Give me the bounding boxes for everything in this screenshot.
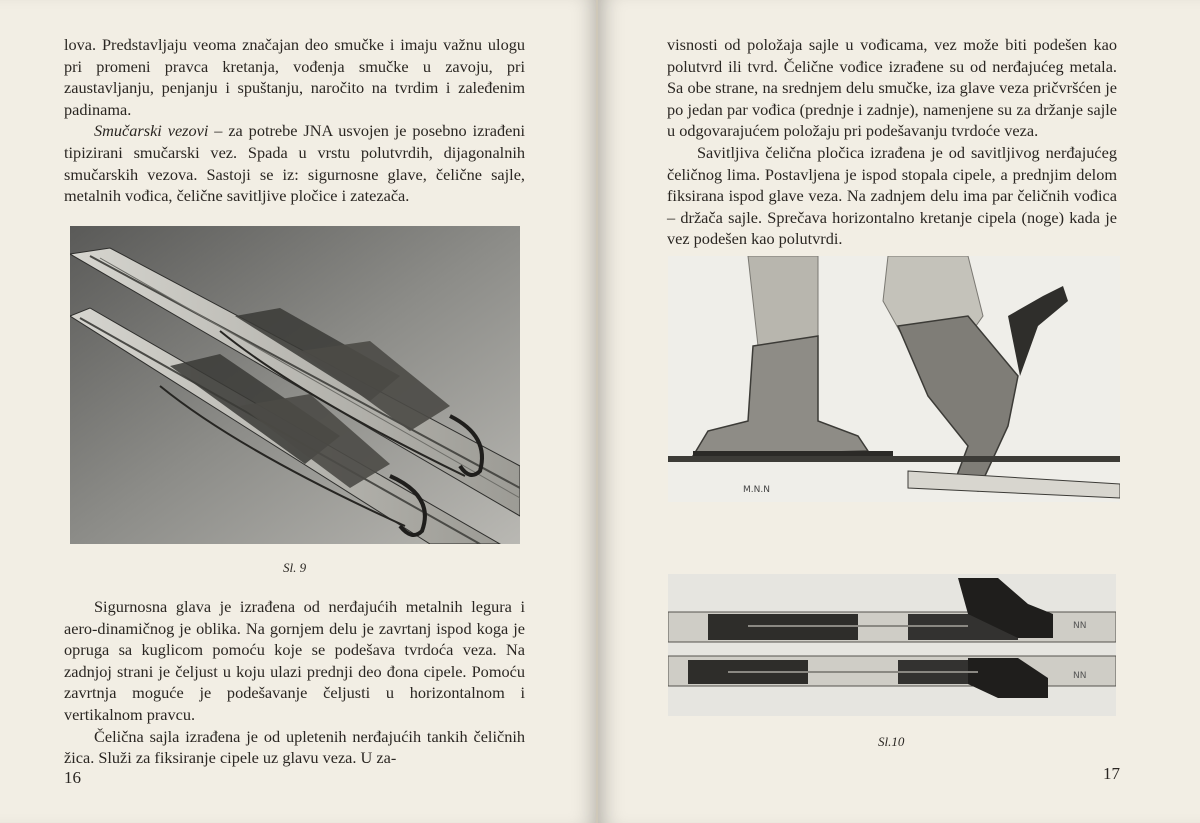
figure-10b-photo xyxy=(668,574,1116,716)
binding-term: Smučarski vezovi xyxy=(94,121,209,141)
binding-description: – za potrebe JNA usvojen je posebno izrađeni tipizirani smučarski vez. Spada u vrstu polutvrdih, dijagonalnih smučarskih vezova. Sastoji se iz: sigurnosne glave, čelične sajle, metalnih vođica, čelične savitljive pločice i zatezača. xyxy=(64,121,525,206)
left-paragraph-2 xyxy=(64,120,525,206)
right-paragraph-2: Savitljiva čelična pločica izrađena je od savitljivog nerđajućeg čeličnog lima. Postavljena je ispod stopala cipele, a prednjim delom fiksirana ispod glave veza. Na zadnjem delu ima par čeličnih vođica – držača sajle. Sprečava horizontalno kretanje cipela (noge) kada je vez podešen kao polutvrdi. xyxy=(667,142,1117,249)
svg-text:NN: NN xyxy=(1073,621,1087,631)
svg-text:NN: NN xyxy=(1073,671,1087,681)
bindings-top-view-illustration xyxy=(668,574,1116,716)
svg-text:M.N.N: M.N.N xyxy=(743,485,770,495)
figure-10-caption: Sl.10 xyxy=(878,734,905,749)
boots-on-skis-illustration xyxy=(668,256,1120,502)
right-text-top xyxy=(667,34,1117,250)
page-number-right: 17 xyxy=(1103,764,1120,783)
left-page xyxy=(0,0,598,823)
page-number-left: 16 xyxy=(64,768,81,787)
figure-9-photo xyxy=(70,226,520,544)
left-paragraph-3: Sigurnosna glava je izrađena od nerđajućih metalnih legura i aero-dinamičnog je oblika. Na gornjem delu je zavrtanj ispod koga je opruga sa kuglicom pomoću koje se podešava tvrdoća veza. Na zadnjoj strani je čeljust u koju ulazi prednji deo đona cipele. Pomoću zavrtnja moguće je podešavanje čeljusti u horizontalnom i vertikalnom pravcu. xyxy=(64,597,525,724)
left-paragraph-1: lova. Predstavljaju veoma značajan deo smučke i imaju važnu ulogu pri promeni pravca kretanja, vođenja smučke u zavoju, pri zaustavljanju, penjanju i spuštanju, naročito na tvrdim i zaleđenim padinama. xyxy=(64,35,525,119)
right-page xyxy=(598,0,1200,823)
figure-10a-photo xyxy=(668,256,1120,502)
skis-binding-illustration xyxy=(70,226,520,544)
right-paragraph-1: visnosti od položaja sajle u vođicama, vez može biti podešen kao polutvrd ili tvrd. Čelične vođice izrađene su od nerđajućeg metala. Sa obe strane, na srednjem delu smučke, iza glave veza pričvršćen je po jedan par vođica (prednje i zadnje), namenjene su za držanje sajle u odgovarajućem položaju pri podešavanju tvrdoće veza. xyxy=(667,35,1117,141)
left-text-top xyxy=(64,34,525,207)
figure-9-caption: Sl. 9 xyxy=(283,560,307,575)
left-text-bottom xyxy=(64,596,525,769)
left-paragraph-4: Čelična sajla izrađena je od upletenih nerđajućih tankih čeličnih žica. Služi za fiksiranje cipele uz glavu veza. U za- xyxy=(64,726,525,768)
